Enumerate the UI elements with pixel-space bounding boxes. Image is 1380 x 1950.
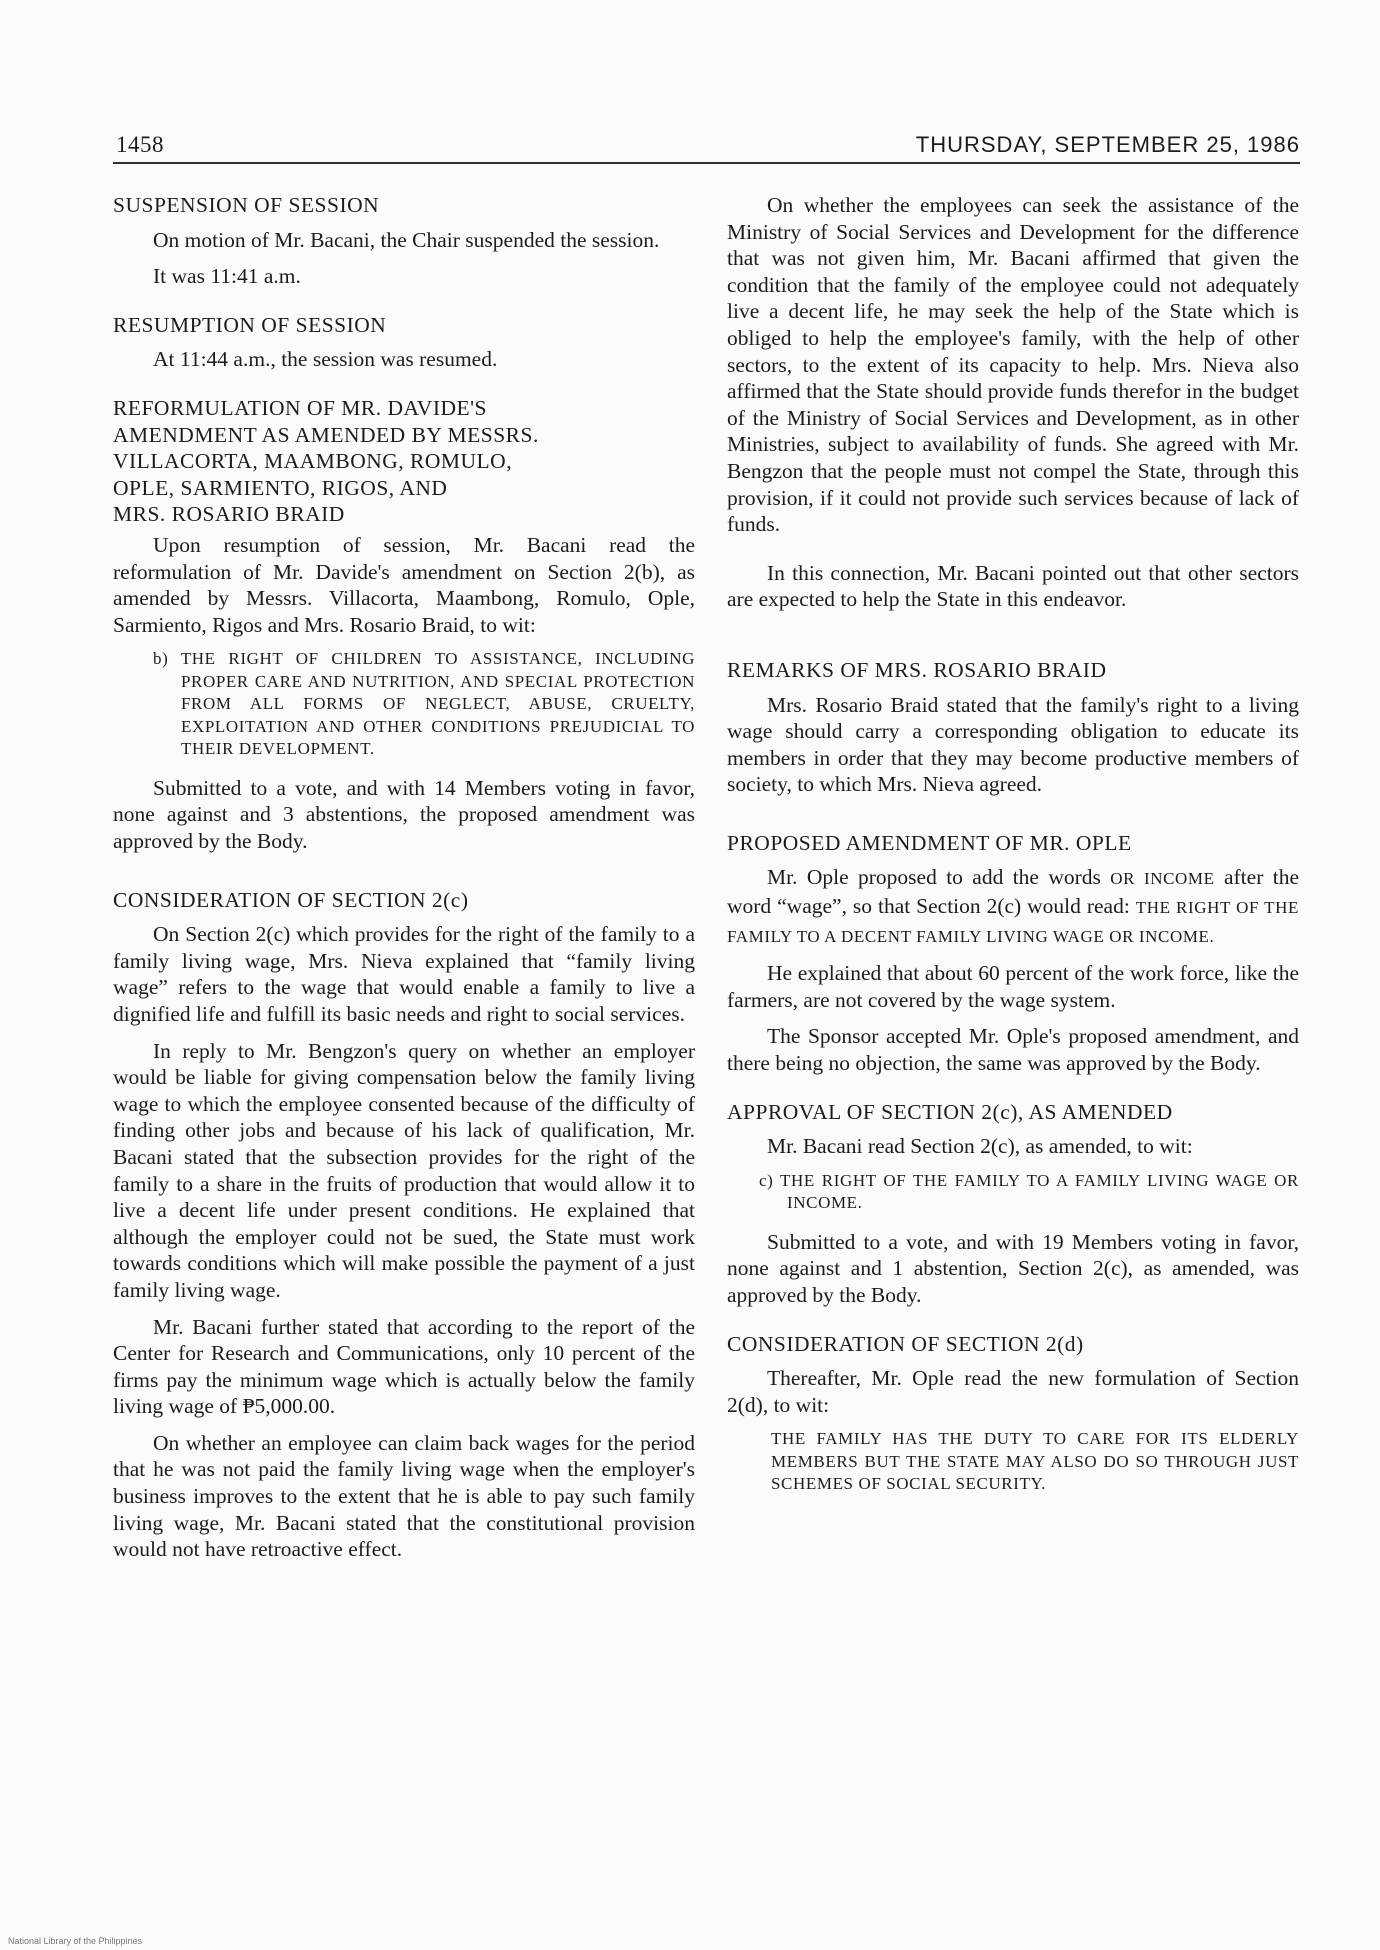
paragraph: The Sponsor accepted Mr. Ople's proposed amendment, and there being no objection, the same was approved by the Body.	[727, 1024, 1299, 1076]
quoted-provision: c) THE RIGHT OF THE FAMILY TO A FAMILY LIVING WAGE OR INCOME.	[759, 1170, 1299, 1213]
scan-footer-note: National Library of the Philippines	[8, 1936, 143, 1946]
section-heading: RESUMPTION OF SESSION	[113, 312, 387, 337]
right-column	[727, 192, 1299, 1510]
paragraph: Mrs. Rosario Braid stated that the family's right to a living wage should carry a corresponding obligation to educate its members in order that they may become productive members of society, to which Mrs. Nieva agreed.	[727, 692, 1299, 797]
heading-line: MRS. ROSARIO BRAID	[113, 502, 345, 527]
page-date: THURSDAY, SEPTEMBER 25, 1986	[915, 132, 1300, 157]
heading-line: REFORMULATION OF MR. DAVIDE'S	[113, 395, 487, 420]
paragraph: He explained that about 60 percent of the work force, like the farmers, are not covered by the wage system.	[727, 961, 1299, 1012]
heading-line: OPLE, SARMIENTO, RIGOS, AND	[113, 475, 448, 500]
section-heading: CONSIDERATION OF SECTION 2(c)	[113, 887, 469, 912]
left-column	[113, 192, 695, 1573]
heading-line: AMENDMENT AS AMENDED BY MESSRS.	[113, 422, 539, 447]
text-run-caps: OR INCOME	[1110, 869, 1215, 889]
header-rule	[113, 162, 1300, 164]
paragraph: On whether the employees can seek the assistance of the Ministry of Social Services and Development for the difference that was not given him, Mr. Bacani affirmed that given the condition that the family of the employee could not adequately live a decent life, he may seek the help of the State which is obliged to help the employee's family, with the help of other sectors, to the extent of its capacity to help. Mrs. Nieva also affirmed that the State should provide funds therefor in the budget of the Ministry of Social Services and Development, as in other Ministries, subject to availability of funds. She agreed with Mr. Bengzon that the people must not compel the State, through this provision, if it could not provide such services because of lack of funds.	[727, 193, 1299, 537]
paragraph: In reply to Mr. Bengzon's query on whether an employer would be liable for giving compensation below the family living wage to which the employee consented because of the difficulty of finding other jobs and because of his lack of qualification, Mr. Bacani stated that the subsection provides for the right of the family to a share in the fruits of production that would allow it to live a decent life under present conditions. He explained that although the employer could not be sued, the State must work towards conditions which will make possible the payment of a just family living wage.	[113, 1038, 695, 1302]
text-run: Mr. Ople proposed to add the words	[767, 865, 1101, 890]
text-run: after the word “wage”, so that Section 2(c) would read:	[727, 865, 1300, 919]
paragraph: On Section 2(c) which provides for the right of the family to a family living wage, Mrs. Nieva explained that “family living wage” refers to the wage that would enable a family to live a dignified life and fulfill its basic needs and right to social services.	[113, 922, 695, 1026]
section-heading	[113, 395, 695, 528]
paragraph: In this connection, Mr. Bacani pointed out that other sectors are expected to help the State in this endeavor.	[727, 560, 1299, 612]
paragraph: Submitted to a vote, and with 14 Members voting in favor, none against and 3 abstentions, the proposed amendment was approved by the Body.	[113, 775, 695, 853]
paragraph: On motion of Mr. Bacani, the Chair suspended the session.	[153, 227, 660, 252]
section-heading: SUSPENSION OF SESSION	[113, 193, 380, 217]
heading-line: VILLACORTA, MAAMBONG, ROMULO,	[113, 449, 513, 474]
section-heading: CONSIDERATION OF SECTION 2(d)	[727, 1331, 1084, 1356]
paragraph: On whether an employee can claim back wages for the period that he was not paid the family living wage when the employer's business improves to the extent that he is able to pay such family living wage, Mr. Bacani stated that the constitutional provision would not have retroactive effect.	[113, 1430, 695, 1562]
paragraph: Upon resumption of session, Mr. Bacani read the reformulation of Mr. Davide's amendment on Section 2(b), as amended by Messrs. Villacorta, Maambong, Romulo, Ople, Sarmiento, Rigos and Mrs. Rosario Braid, to wit:	[113, 532, 695, 637]
paragraph: Thereafter, Mr. Ople read the new formulation of Section 2(d), to wit:	[727, 1366, 1299, 1417]
page-number: 1458	[116, 132, 164, 157]
quoted-provision: b) THE RIGHT OF CHILDREN TO ASSISTANCE, INCLUDING PROPER CARE AND NUTRITION, AND SPECIAL PROTECTION FROM ALL FORMS OF NEGLECT, ABUSE, CRUELTY, EXPLOITATION AND OTHER CONDITIONS PREJUDICIAL TO THEIR DEVELOPMENT.	[153, 649, 695, 759]
paragraph: Mr. Bacani read Section 2(c), as amended, to wit:	[767, 1134, 1193, 1159]
paragraph: At 11:44 a.m., the session was resumed.	[153, 347, 498, 372]
text-run-caps: THE RIGHT OF THE FAMILY TO A DECENT FAMILY LIVING WAGE OR INCOME.	[727, 898, 1299, 946]
section-heading: APPROVAL OF SECTION 2(c), AS AMENDED	[727, 1099, 1173, 1124]
section-heading: PROPOSED AMENDMENT OF MR. OPLE	[727, 830, 1132, 855]
paragraph: Submitted to a vote, and with 19 Members voting in favor, none against and 1 abstention, Section 2(c), as amended, was approved by the Body.	[727, 1229, 1299, 1307]
quoted-provision: THE FAMILY HAS THE DUTY TO CARE FOR ITS ELDERLY MEMBERS BUT THE STATE MAY ALSO DO SO THROUGH JUST SCHEMES OF SOCIAL SECURITY.	[771, 1429, 1299, 1494]
paragraph: It was 11:41 a.m.	[153, 264, 301, 289]
section-heading: REMARKS OF MRS. ROSARIO BRAID	[727, 657, 1107, 682]
paragraph: Mr. Bacani further stated that according to the report of the Center for Research and Communications, only 10 percent of the firms pay the minimum wage which is actually below the family living wage of ₱5,000.00.	[113, 1314, 695, 1419]
paragraph	[727, 864, 1299, 950]
